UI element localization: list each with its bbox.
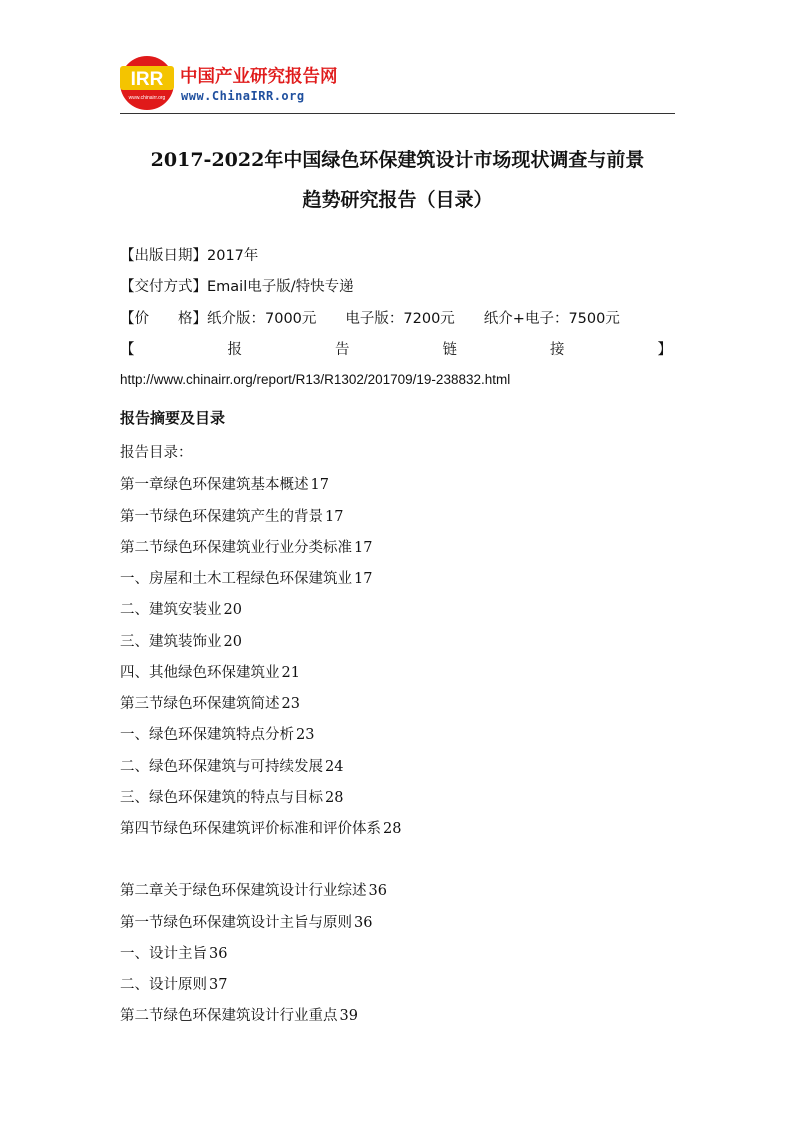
- logo-site-name: 中国产业研究报告网: [180, 67, 338, 87]
- toc-item-text: 第三节绿色环保建筑简述: [120, 696, 280, 712]
- toc-item-page: 17: [310, 477, 329, 493]
- toc-item-page: 23: [281, 696, 300, 712]
- toc-item: [120, 973, 227, 994]
- toc-item-text: 第四节绿色环保建筑评价标准和评价体系: [120, 821, 381, 837]
- toc-item-text: 一、房屋和土木工程绿色环保建筑业: [120, 571, 352, 587]
- toc-item-page: 23: [296, 727, 315, 743]
- report-link-char: 】: [657, 342, 672, 358]
- logo-site-url: www.ChinaIRR.org: [181, 89, 305, 103]
- logo-badge-text: IRR: [130, 69, 164, 90]
- toc-item-page: 28: [383, 821, 402, 837]
- toc-item-page: 39: [339, 1008, 358, 1024]
- delivery-method: 【交付方式】Email电子版/特快专递: [120, 279, 354, 295]
- toc-item: [120, 630, 242, 651]
- toc-item-page: 17: [325, 509, 344, 525]
- toc-item-page: 20: [223, 634, 242, 650]
- section-heading: 报告摘要及目录: [120, 409, 226, 427]
- toc-item-text: 第二章关于绿色环保建筑设计行业综述: [120, 883, 367, 899]
- toc-item-text: 第一节绿色环保建筑设计主旨与原则: [120, 915, 352, 931]
- toc-item: [120, 817, 401, 838]
- toc-item-text: 一、绿色环保建筑特点分析: [120, 727, 294, 743]
- publish-date: 【出版日期】2017年: [120, 248, 259, 264]
- toc-item: [120, 879, 387, 900]
- toc-item-page: 24: [325, 759, 344, 775]
- toc-item-page: 28: [325, 790, 344, 806]
- toc-item: [120, 942, 227, 963]
- toc-intro: 报告目录：: [120, 445, 193, 461]
- toc-item-page: 36: [354, 915, 373, 931]
- report-link-char: 【: [120, 342, 135, 358]
- toc-item-page: 37: [209, 977, 228, 993]
- report-link-char: 报: [227, 342, 242, 358]
- toc-item-page: 21: [281, 665, 300, 681]
- toc-item: [120, 786, 343, 807]
- toc-item-text: 三、建筑装饰业: [120, 634, 222, 650]
- report-url[interactable]: http://www.chinairr.org/report/R13/R1302/201709/19-238832.html: [120, 372, 511, 387]
- report-title-line1: 2017-2022年中国绿色环保建筑设计市场现状调查与前景: [150, 149, 645, 171]
- toc-item: [120, 598, 242, 619]
- toc-item: [120, 567, 372, 588]
- toc-item-text: 四、其他绿色环保建筑业: [120, 665, 280, 681]
- toc-item: [120, 473, 329, 494]
- price-info: 【价 格】纸介版：7000元 电子版：7200元 纸介+电子：7500元: [120, 311, 620, 327]
- toc-item-text: 第一节绿色环保建筑产生的背景: [120, 509, 323, 525]
- toc-item-page: 36: [368, 883, 387, 899]
- toc-item-page: 17: [354, 540, 373, 556]
- toc-item-text: 一、设计主旨: [120, 946, 207, 962]
- header-rule: [120, 113, 675, 114]
- report-link-char: 告: [335, 342, 350, 358]
- toc-item-text: 二、设计原则: [120, 977, 207, 993]
- toc-item-text: 三、绿色环保建筑的特点与目标: [120, 790, 323, 806]
- toc-item: [120, 1004, 358, 1025]
- toc-item: [120, 536, 372, 557]
- toc-item: [120, 723, 314, 744]
- toc-item-text: 第二节绿色环保建筑业行业分类标准: [120, 540, 352, 556]
- toc-item: [120, 505, 343, 526]
- toc-item: [120, 911, 372, 932]
- chinairr-logo: [120, 56, 348, 110]
- toc-item-text: 二、建筑安装业: [120, 602, 222, 618]
- logo-badge-small: www.chinairr.org: [128, 95, 166, 101]
- toc-item: [120, 755, 343, 776]
- toc-item-text: 第一章绿色环保建筑基本概述: [120, 477, 309, 493]
- report-link-char: 接: [550, 342, 565, 358]
- toc-item-page: 36: [209, 946, 228, 962]
- toc-item: [120, 661, 300, 682]
- report-title-line2: 趋势研究报告（目录）: [302, 189, 493, 211]
- report-link-label: [120, 338, 672, 359]
- toc-item-text: 二、绿色环保建筑与可持续发展: [120, 759, 323, 775]
- toc-item-page: 20: [223, 602, 242, 618]
- toc-item: [120, 692, 300, 713]
- toc-item-text: 第二节绿色环保建筑设计行业重点: [120, 1008, 338, 1024]
- report-link-char: 链: [442, 342, 457, 358]
- toc-item-page: 17: [354, 571, 373, 587]
